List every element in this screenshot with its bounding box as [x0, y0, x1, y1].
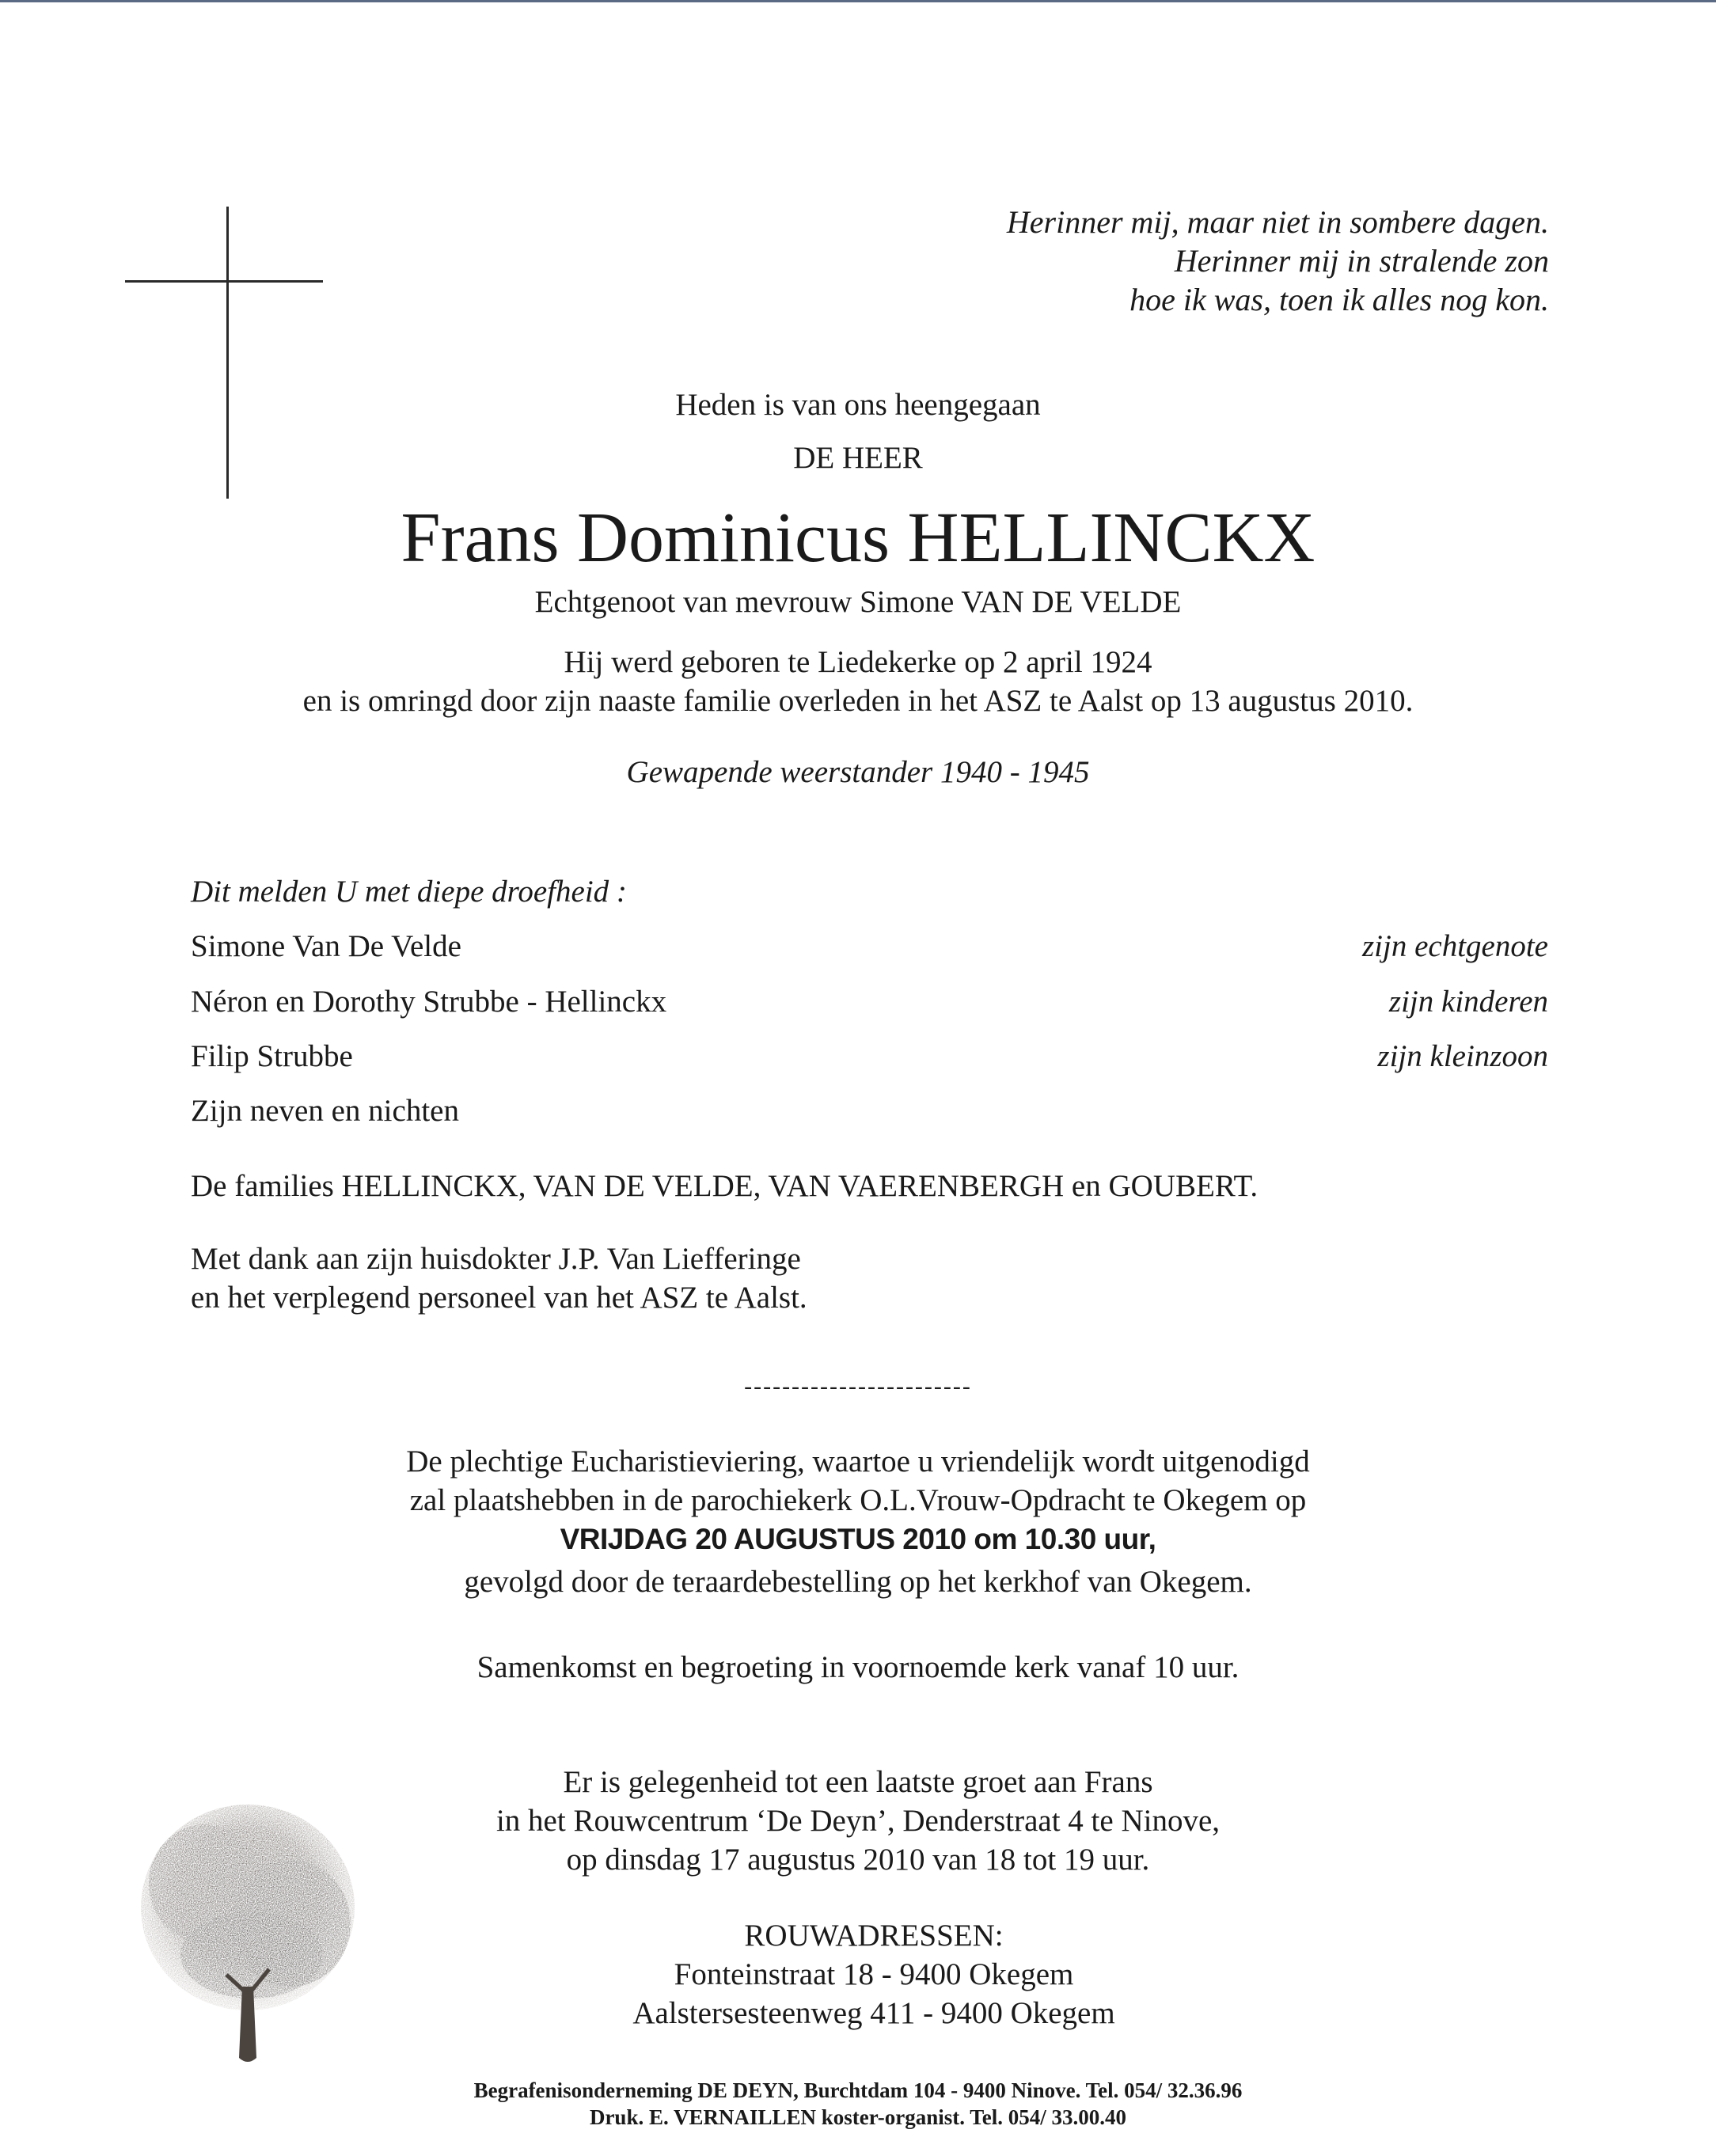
- footer-line: Begrafenisonderneming DE DEYN, Burchtdam 104 - 9400 Ninove. Tel. 054/ 32.36.96: [473, 2078, 1243, 2102]
- announcement-title: DE HEER: [793, 441, 923, 475]
- families-line: De families HELLINCKX, VAN DE VELDE, VAN VAERENBERGH en GOUBERT.: [191, 1169, 1259, 1203]
- death-line: en is omringd door zijn naaste familie overleden in het ASZ te Aalst op 13 augustus 2010.: [302, 684, 1414, 718]
- gathering-line: Samenkomst en begroeting in voornoemde kerk vanaf 10 uur.: [476, 1650, 1240, 1684]
- thanks-line: en het verplegend personeel van het ASZ te Aalst.: [191, 1281, 807, 1315]
- poem-line: Herinner mij in stralende zon: [1174, 243, 1549, 279]
- separator-line: ------------------------: [744, 1373, 972, 1399]
- addresses-heading: ROUWADRESSEN:: [744, 1919, 1004, 1953]
- top-border-line: [0, 0, 1716, 2]
- farewell-line: Er is gelegenheid tot een laatste groet aan Frans: [563, 1765, 1153, 1799]
- family-member-name: Filip Strubbe: [191, 1039, 353, 1073]
- announcement-intro: Heden is van ons heengegaan: [675, 388, 1041, 422]
- deceased-name: Frans Dominicus HELLINCKX: [401, 499, 1315, 577]
- service-date: VRIJDAG 20 AUGUSTUS 2010 om 10.30 uur,: [560, 1523, 1156, 1555]
- address-line: Fonteinstraat 18 - 9400 Okegem: [674, 1957, 1074, 1991]
- resistance-note: Gewapende weerstander 1940 - 1945: [626, 755, 1090, 789]
- service-line: zal plaatshebben in de parochiekerk O.L.Vrouw-Opdracht te Okegem op: [409, 1483, 1307, 1517]
- farewell-line: op dinsdag 17 augustus 2010 van 18 tot 19 uur.: [566, 1843, 1150, 1877]
- family-member-role: zijn echtgenote: [1361, 929, 1548, 963]
- family-member-name: Néron en Dorothy Strubbe - Hellinckx: [191, 985, 667, 1019]
- poem: [1007, 203, 1549, 319]
- cross-horizontal-bar: [125, 280, 323, 283]
- family-member-role: zijn kleinzoon: [1377, 1039, 1548, 1073]
- poem-line: hoe ik was, toen ik alles nog kon.: [1129, 282, 1549, 317]
- farewell-line: in het Rouwcentrum ‘De Deyn’, Denderstraat 4 te Ninove,: [495, 1804, 1221, 1838]
- footer-line: Druk. E. VERNAILLEN koster-organist. Tel. 054/ 33.00.40: [589, 2105, 1127, 2129]
- tree-illustration: [133, 1789, 363, 2090]
- family-member-name: Simone Van De Velde: [191, 929, 461, 963]
- birth-line: Hij werd geboren te Liedekerke op 2 april 1924: [564, 645, 1152, 679]
- family-intro: Dit melden U met diepe droefheid :: [191, 875, 627, 909]
- poem-line: Herinner mij, maar niet in sombere dagen.: [1006, 204, 1549, 240]
- thanks-line: Met dank aan zijn huisdokter J.P. Van Liefferinge: [191, 1242, 801, 1276]
- service-line: gevolgd door de teraardebestelling op het kerkhof van Okegem.: [464, 1565, 1252, 1599]
- service-line: De plechtige Eucharistieviering, waartoe u vriendelijk wordt uitgenodigd: [406, 1444, 1310, 1478]
- family-member-role: zijn kinderen: [1388, 985, 1548, 1019]
- address-line: Aalstersesteenweg 411 - 9400 Okegem: [632, 1996, 1115, 2030]
- spouse-line: Echtgenoot van mevrouw Simone VAN DE VELDE: [534, 585, 1182, 619]
- family-member-name: Zijn neven en nichten: [191, 1094, 459, 1128]
